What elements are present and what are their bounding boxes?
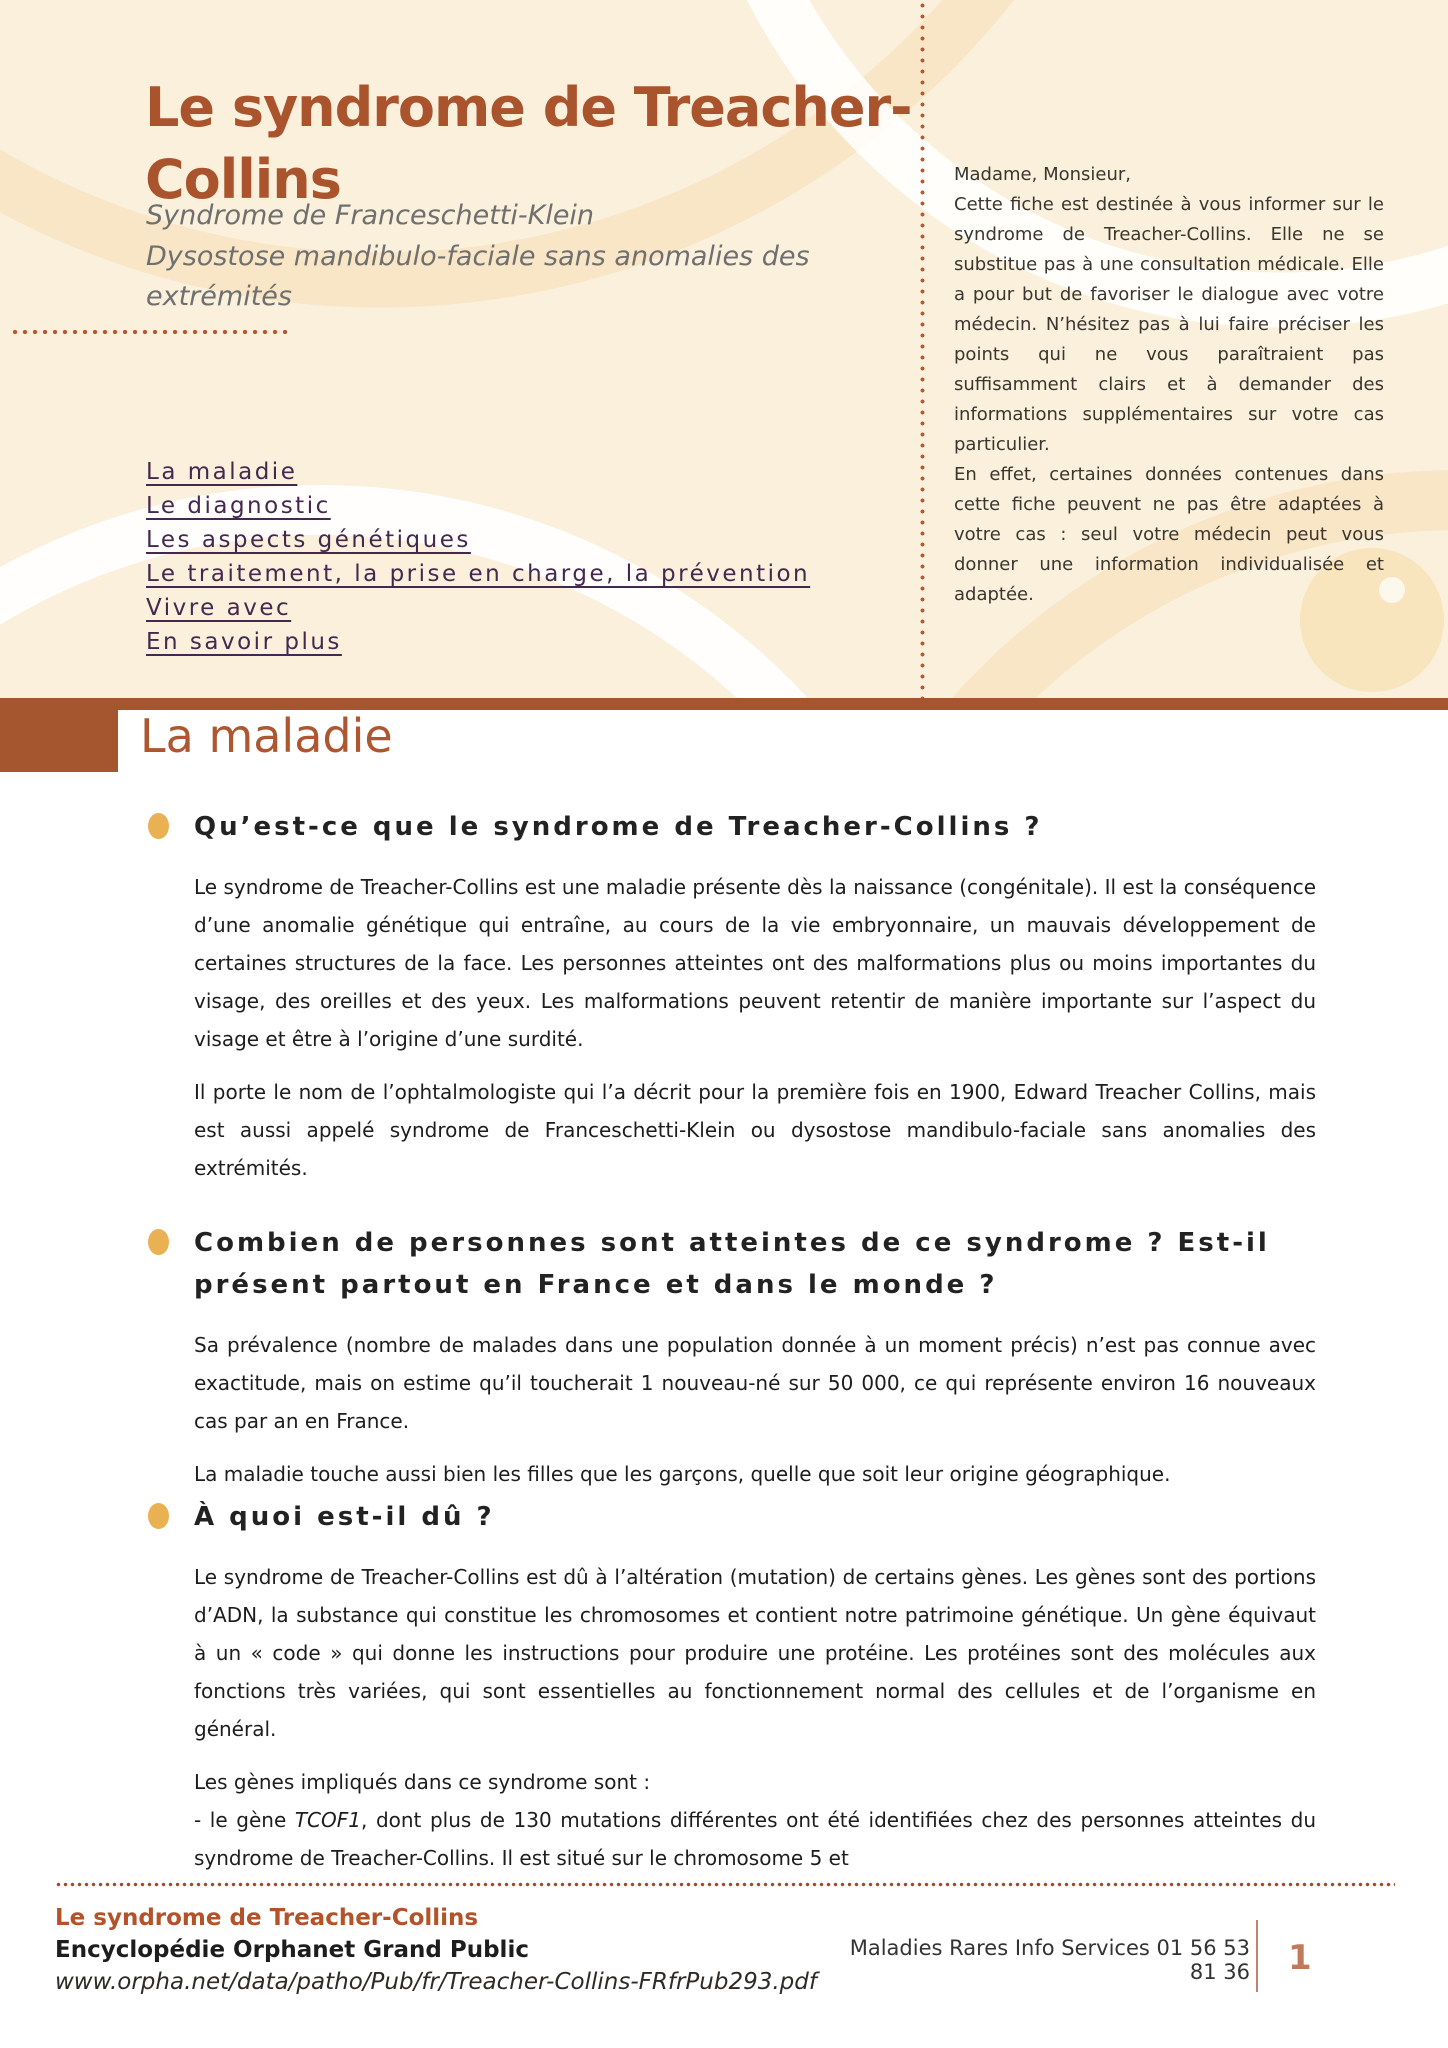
- gene-line-pre: - le gène: [194, 1808, 295, 1832]
- paragraph-gene-list: [194, 1763, 1316, 1877]
- gene-name: TCOF1: [294, 1808, 361, 1832]
- section-combien-de-personnes: [148, 1222, 1316, 1508]
- dotted-separator-vertical: [920, 0, 925, 698]
- toc-link-le-diagnostic[interactable]: Le diagnostic: [146, 493, 331, 519]
- subtitle-synonym-2: Dysostose mandibulo-faciale sans anomalies des extrémités: [146, 240, 810, 312]
- toc-link-vivre-avec[interactable]: Vivre avec: [146, 595, 292, 621]
- salutation: Madame, Monsieur,: [954, 164, 1132, 185]
- toc-link-aspects-genetiques[interactable]: Les aspects génétiques: [146, 527, 471, 553]
- section-a-quoi-est-il-du: [148, 1496, 1316, 1892]
- bullet-icon: [148, 813, 169, 839]
- page-number: 1: [1288, 1938, 1312, 1978]
- section-heading: À quoi est-il dû ?: [194, 1502, 495, 1532]
- section-title: La maladie: [140, 709, 393, 763]
- toc-link-traitement[interactable]: Le traitement, la prise en charge, la prévention: [146, 561, 811, 587]
- paragraph: Il porte le nom de l’ophtalmologiste qui l’a décrit pour la première fois en 1900, Edward Treacher Collins, mais est aussi appelé syndrome de Franceschetti-Klein ou dysostose mandibulo-faciale sans anomalies des extrémités.: [194, 1080, 1316, 1180]
- bullet-icon: [148, 1229, 169, 1255]
- section-band-block: [0, 698, 118, 772]
- table-of-contents: [146, 455, 810, 659]
- footer-doc-title: Le syndrome de Treacher-Collins: [55, 1905, 479, 1931]
- page-title: Le syndrome de Treacher-Collins: [145, 76, 912, 211]
- dotted-separator-footer: [55, 1882, 1395, 1887]
- notice-paragraph-2: En effet, certaines données contenues dans cette fiche peuvent ne pas être adaptées à votre cas : seul votre médecin peut vous donner une information individualisée et adaptée.: [954, 464, 1384, 605]
- footer-publisher: Encyclopédie Orphanet Grand Public: [55, 1937, 529, 1963]
- paragraph: Le syndrome de Treacher-Collins est dû à l’altération (mutation) de certains gènes. Les gènes sont des portions d’ADN, la substance qui constitue les chromosomes et contient notre patrimoine génétique. Un gène équivaut à un « code » qui donne les instructions pour produire une protéine. Les protéines sont des molécules aux fonctions très variées, qui sont essentielles au fonctionnement normal des cellules et de l’organisme en général.: [194, 1565, 1316, 1741]
- section-heading: Qu’est-ce que le syndrome de Treacher-Collins ?: [194, 812, 1043, 842]
- footer-left-block: [55, 1902, 817, 1998]
- footer-url: www.orpha.net/data/patho/Pub/fr/Treacher-Collins-FRfrPub293.pdf: [55, 1969, 817, 1995]
- subtitle: [146, 196, 846, 318]
- toc-link-en-savoir-plus[interactable]: En savoir plus: [146, 629, 342, 655]
- toc-link-la-maladie[interactable]: La maladie: [146, 459, 298, 485]
- paragraph: Sa prévalence (nombre de malades dans une population donnée à un moment précis) n’est pas connue avec exactitude, mais on estime qu’il toucherait 1 nouveau-né sur 50 000, ce qui représente environ 16 nouveaux cas par an en France.: [194, 1333, 1316, 1433]
- footer-contact: Maladies Rares Info Services 01 56 53 81 36: [849, 1936, 1250, 1984]
- footer-divider: [1256, 1920, 1258, 1992]
- paragraph: Le syndrome de Treacher-Collins est une maladie présente dès la naissance (congénitale). Il est la conséquence d’une anomalie génétique qui entraîne, au cours de la vie embryonnaire, un mauvais développement de certaines structures de la face. Les personnes atteintes ont des malformations plus ou moins importantes du visage, des oreilles et des yeux. Les malformations peuvent retentir de manière importante sur l’aspect du visage et être à l’origine d’une surdité.: [194, 875, 1316, 1051]
- header-zone: [0, 0, 1448, 698]
- gene-list-intro: Les gènes impliqués dans ce syndrome sont :: [194, 1770, 651, 1794]
- section-quest-ce-que: [148, 806, 1316, 1202]
- reader-notice: [954, 160, 1384, 610]
- notice-paragraph-1: Cette fiche est destinée à vous informer sur le syndrome de Treacher-Collins. Elle ne se substitue pas à une consultation médicale. Elle a pour but de favoriser le dialogue avec votre médecin. N’hésitez pas à lui faire préciser les points qui ne vous paraîtraient pas suffisamment clairs et à demander des informations supplémentaires sur votre cas particulier.: [954, 194, 1384, 455]
- dotted-separator-top: [10, 329, 288, 335]
- section-heading: Combien de personnes sont atteintes de ce syndrome ? Est-il présent partout en France et dans le monde ?: [194, 1228, 1270, 1300]
- bullet-icon: [148, 1503, 169, 1529]
- subtitle-synonym-1: Syndrome de Franceschetti-Klein: [146, 200, 595, 231]
- gene-line-post: , dont plus de 130 mutations différentes ont été identifiées chez des personnes atteintes du syndrome de Treacher-Collins. Il est situé sur le chromosome 5 et: [194, 1808, 1316, 1870]
- paragraph: La maladie touche aussi bien les filles que les garçons, quelle que soit leur origine géographique.: [194, 1462, 1171, 1486]
